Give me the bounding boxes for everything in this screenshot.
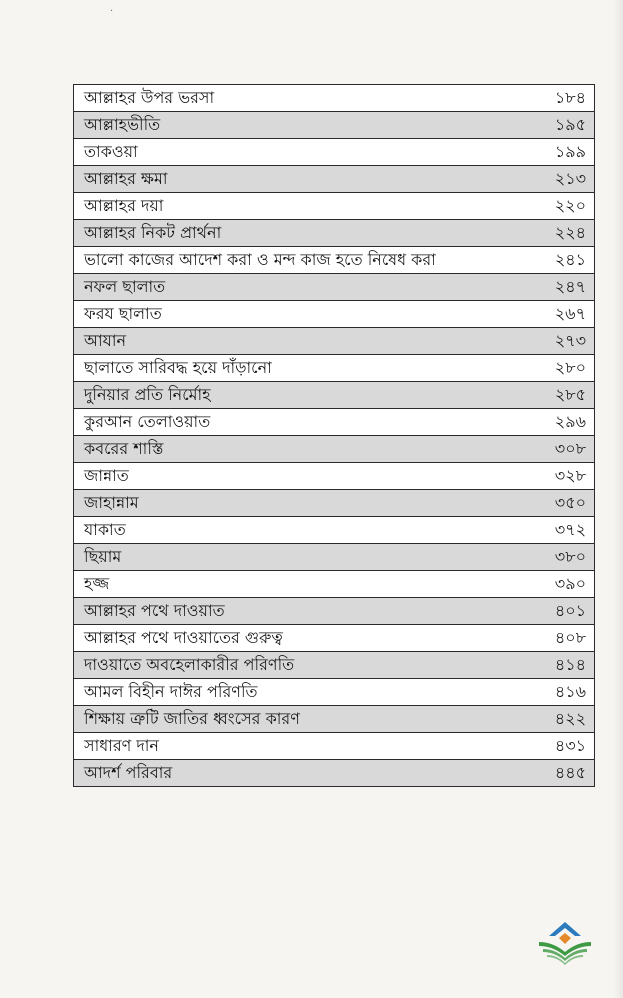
toc-page-number: ৪৩১ — [554, 735, 586, 755]
toc-title: জাহান্নাম — [84, 492, 139, 512]
toc-row — [74, 247, 594, 274]
toc-title: জান্নাত — [84, 465, 129, 485]
toc-title: কুরআন তেলাওয়াত — [84, 411, 211, 431]
toc-title: দুনিয়ার প্রতি নির্মোহ — [84, 384, 211, 404]
toc-row — [74, 571, 594, 598]
toc-title: ভালো কাজের আদেশ করা ও মন্দ কাজ হতে নিষেধ করা — [84, 249, 436, 269]
toc-page-number: ৩০৮ — [554, 438, 586, 458]
toc-page-number: ৪১৪ — [554, 654, 586, 674]
toc-row — [74, 463, 594, 490]
page-edge-shadow — [613, 0, 623, 998]
toc-row — [74, 355, 594, 382]
toc-row — [74, 706, 594, 733]
toc-page-number: ৩২৮ — [554, 465, 586, 485]
toc-page-number: ৪০১ — [554, 600, 586, 620]
toc-row — [74, 652, 594, 679]
toc-row — [74, 490, 594, 517]
toc-page-number: ২৬৭ — [554, 303, 586, 323]
toc-row — [74, 274, 594, 301]
toc-page-number: ২১৩ — [554, 168, 586, 188]
toc-title: নফল ছালাত — [84, 276, 166, 296]
toc-row — [74, 760, 594, 787]
toc-page-number: ৪২২ — [554, 708, 586, 728]
toc-title: আযান — [84, 330, 127, 350]
toc-row — [74, 382, 594, 409]
toc-page-number: ৪৪৫ — [554, 762, 586, 782]
publisher-logo-icon — [535, 918, 595, 968]
toc-page-number: ১৯৯ — [554, 141, 586, 161]
toc-row — [74, 328, 594, 355]
toc-row — [74, 517, 594, 544]
toc-title: আল্লাহর নিকট প্রার্থনা — [84, 222, 222, 242]
toc-page-number: ২৯৬ — [554, 411, 586, 431]
toc-title: কবরের শাস্তি — [84, 438, 164, 458]
toc-title: আল্লাহর উপর ভরসা — [84, 87, 215, 107]
toc-page-number: ২৮০ — [554, 357, 586, 377]
toc-row — [74, 301, 594, 328]
toc-title: আল্লাহর পথে দাওয়াত — [84, 600, 225, 620]
toc-page-number: ৩৮০ — [554, 546, 586, 566]
toc-title: আল্লাহর দয়া — [84, 195, 164, 215]
toc-title: আমল বিহীন দাঈর পরিণতি — [84, 681, 258, 701]
toc-page-number: ২৮৫ — [554, 384, 586, 404]
toc-title: তাকওয়া — [84, 141, 138, 161]
toc-row — [74, 733, 594, 760]
toc-row — [74, 166, 594, 193]
toc-title: আল্লাহর ক্ষমা — [84, 168, 168, 188]
toc-title: ছালাতে সারিবদ্ধ হয়ে দাঁড়ানো — [84, 357, 272, 377]
toc-page-number: ৪০৮ — [554, 627, 586, 647]
toc-row — [74, 220, 594, 247]
toc-title: দাওয়াতে অবহেলাকারীর পরিণতি — [84, 654, 295, 674]
toc-title: ছিয়াম — [84, 546, 122, 566]
toc-title: যাকাত — [84, 519, 126, 539]
toc-page-number: ২৪৭ — [554, 276, 586, 296]
toc-row — [74, 85, 594, 112]
toc-row — [74, 625, 594, 652]
toc-title: হজ্জ — [84, 573, 110, 593]
toc-page-number: ২২০ — [554, 195, 586, 215]
toc-title: আল্লাহর পথে দাওয়াতের গুরুত্ব — [84, 627, 283, 647]
toc-page-number: ৩৭২ — [554, 519, 586, 539]
table-of-contents — [73, 84, 595, 787]
toc-page-number: ২৪১ — [554, 249, 586, 269]
toc-title: শিক্ষায় ত্রুটি জাতির ধ্বংসের কারণ — [84, 708, 300, 728]
toc-page-number: ২৭৩ — [554, 330, 586, 350]
toc-row — [74, 436, 594, 463]
toc-row — [74, 679, 594, 706]
toc-row — [74, 139, 594, 166]
toc-title: আদর্শ পরিবার — [84, 762, 173, 782]
toc-row — [74, 598, 594, 625]
toc-page-number: ৪১৬ — [554, 681, 586, 701]
toc-page-number: ৩৫০ — [554, 492, 586, 512]
toc-title: ফরয ছালাত — [84, 303, 162, 323]
toc-title: আল্লাহভীতি — [84, 114, 161, 134]
toc-page-number: ৩৯০ — [554, 573, 586, 593]
toc-row — [74, 409, 594, 436]
toc-page-number: ১৮৪ — [554, 87, 586, 107]
toc-page-number: ১৯৫ — [554, 114, 586, 134]
toc-title: সাধারণ দান — [84, 735, 159, 755]
scan-speck: · — [110, 6, 114, 17]
toc-page-number: ২২৪ — [554, 222, 586, 242]
toc-row — [74, 112, 594, 139]
toc-row — [74, 193, 594, 220]
toc-row — [74, 544, 594, 571]
